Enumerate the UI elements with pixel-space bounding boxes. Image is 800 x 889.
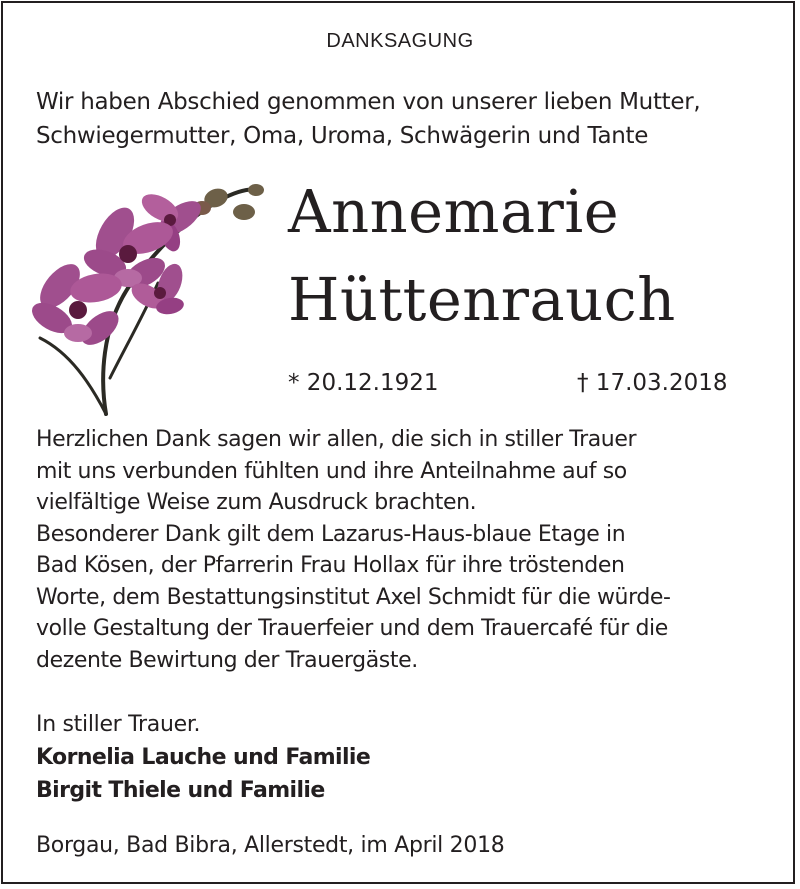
- family-name: Birgit Thiele und Familie: [36, 778, 325, 803]
- thanks-line: Worte, dem Bestattungsinstitut Axel Schmidt für die würde-: [36, 584, 671, 610]
- death-date: † 17.03.2018: [577, 370, 728, 396]
- thanks-line: Besonderer Dank gilt dem Lazarus-Haus-blaue Etage in: [36, 521, 626, 547]
- birth-date: * 20.12.1921: [288, 370, 439, 396]
- deceased-last-name: Hüttenrauch: [288, 265, 676, 334]
- orchid-illustration: [30, 178, 275, 418]
- thanks-line: Bad Kösen, der Pfarrerin Frau Hollax für ihre tröstenden: [36, 553, 625, 578]
- thanks-text: [36, 424, 776, 676]
- intro-line: Wir haben Abschied genommen von unserer lieben Mutter,: [36, 89, 701, 115]
- notice-heading: DANKSAGUNG: [326, 30, 474, 52]
- signoff: [36, 708, 370, 807]
- intro-line: Schwiegermutter, Oma, Uroma, Schwägerin und Tante: [36, 123, 649, 149]
- deceased-first-name: Annemarie: [288, 177, 620, 246]
- family-name: Kornelia Lauche und Familie: [36, 745, 371, 770]
- intro-text: [36, 85, 776, 153]
- thanks-line: mit uns verbunden fühlten und ihre Anteilnahme auf so: [36, 458, 627, 484]
- signoff-intro: In stiller Trauer.: [36, 712, 201, 737]
- thanks-line: vielfältige Weise zum Ausdruck brachten.: [36, 490, 477, 515]
- thanks-line: dezente Bewirtung der Trauergäste.: [36, 647, 418, 673]
- thanks-line: volle Gestaltung der Trauerfeier und dem Trauercafé für die: [36, 616, 668, 641]
- place-date: Borgau, Bad Bibra, Allerstedt, im April 2018: [36, 833, 505, 858]
- thanks-line: Herzlichen Dank sagen wir allen, die sich in stiller Trauer: [36, 427, 637, 452]
